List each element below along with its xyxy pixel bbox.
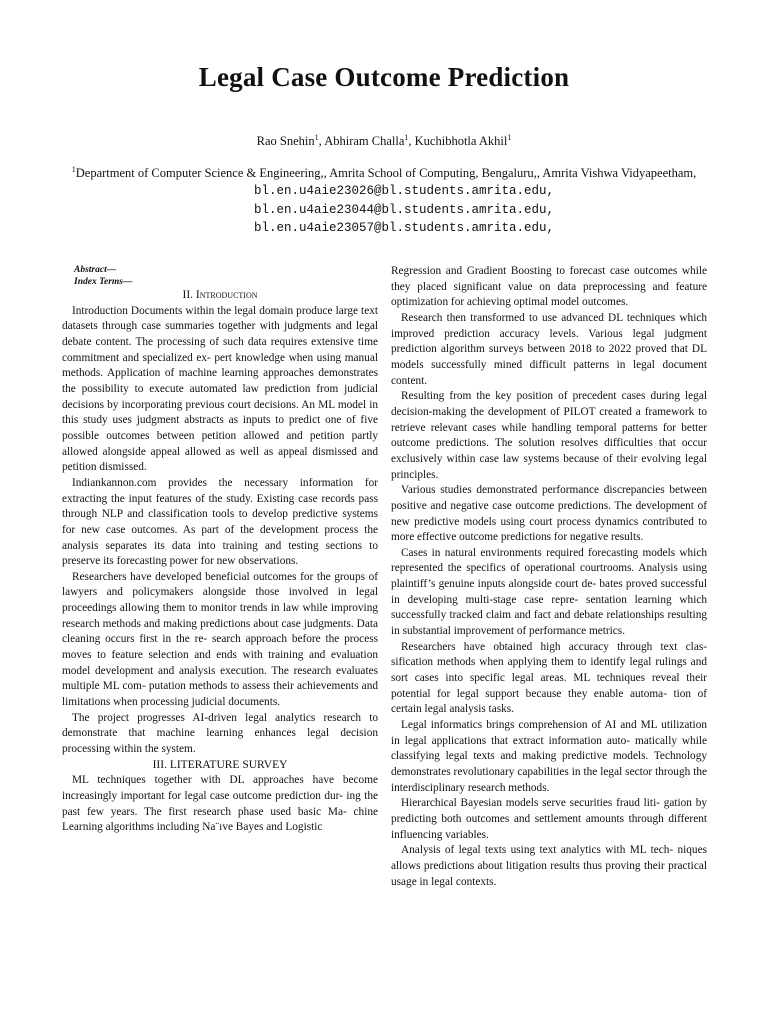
paragraph: Researchers have developed beneficial outcomes for the groups of lawyers and policymakers alongside those involved in legal proceedings allowing them to monitor trends in law while improving research methods and making predictions about case judgments. Data cleaning occurs first in the re- search approach before the process moves to feature selection and ends with training and evaluation model development and analysis execution. The research evaluates multiple ML com- putation methods to assess their achievements and limitations when processing judicial documents.	[62, 570, 378, 709]
email-address: bl.en.u4aie23026@bl.students.amrita.edu,	[253, 184, 555, 198]
left-column	[62, 264, 378, 836]
author-name: Abhiram Challa	[324, 134, 405, 148]
section-number: III.	[152, 758, 167, 771]
author-affiliation-mark: 1	[314, 133, 319, 142]
author-affiliation-mark: 1	[507, 133, 512, 142]
paragraph: Hierarchical Bayesian models serve securities fraud liti- gation by predicting both outcomes and settlement amounts through different influencing variables.	[391, 797, 707, 841]
section-title: LITERATURE SURVEY	[169, 758, 288, 771]
paragraph: Introduction Documents within the legal domain produce large text datasets through case summaries together with judgments and legal debate content. The processing of such data requires extensive time commitment and specialized ex- pert knowledge when using manual methods. Application of machine learning approaches demonstrates the possibility to execute automated law prediction from judicial decisions by incorporating previous court decisions. An ML model in this study uses judgment abstracts as inputs to predict one of five possible outcomes between petition allowed and petition partly allowed alongside appeal allowed as well as appeal dismissed and petition dismissed.	[62, 304, 378, 474]
paragraph: Researchers have obtained high accuracy through text clas- sification methods when applying them to identify legal rulings and sort cases into specific legal areas. ML techniques reveal their potential for legal support because they enable automa- tion of certain legal analysis tasks.	[391, 640, 707, 716]
affiliation-mark: 1	[71, 165, 76, 174]
author-line: Rao Snehin$^1$, Abhiram Challa$^1$, Kuchibhotla Akhil$^1$	[256, 133, 512, 148]
paragraph: The project progresses AI-driven legal analytics research to demonstrate that machine learning enhances legal decision processing within the system.	[62, 711, 378, 756]
paragraph: Cases in natural environments required forecasting models which represented the specifics of operational courtrooms. Analysis using plaintiff’s genuine inputs alongside court de- bates proved successful in developing multi-stage case repre- sentation learning which successfully tracked claim and fact and debate relationships resulting in substantial improvement of performance metrics.	[391, 546, 707, 638]
paragraph: Analysis of legal texts using text analytics with ML tech- niques allows predictions about litigation results thus proving their practical usage in legal contexts.	[391, 844, 707, 888]
email-address: bl.en.u4aie23044@bl.students.amrita.edu,	[253, 202, 555, 217]
index-terms-label: Index Terms—	[74, 277, 133, 287]
right-column	[391, 264, 707, 890]
author-affiliation-mark: 1	[404, 133, 409, 142]
paragraph: Legal informatics brings comprehension of AI and ML utilization in legal applications that extract information auto- matically while classifying legal texts and making predictive models. Technology demonstrates revolutionary capabilities in the legal sector through the interdisciplinary research methods.	[391, 719, 707, 794]
paper-title: Legal Case Outcome Prediction	[198, 62, 570, 92]
paragraph: ML techniques together with DL approaches have become increasingly important for legal case outcome prediction dur- ing the past few years. The first research phase used basic Ma- chine Learning algorithms including Na¨ıve Bayes and Logistic	[62, 774, 378, 834]
email-address: bl.en.u4aie23057@bl.students.amrita.edu,	[253, 221, 555, 235]
section-title: Introduction	[195, 289, 258, 301]
section-heading-introduction	[62, 288, 378, 304]
author-name: Rao Snehin	[256, 134, 315, 148]
email-list	[0, 182, 768, 238]
section-number: II.	[182, 289, 194, 301]
paragraph: Resulting from the key position of precedent cases during legal decision-making the development of PILOT created a framework to retrieve relevant cases while handling temporal patterns for better outcome predictions. The solution resolves difficulties that occur exclusively within case law systems because of their evolving legal principles.	[391, 390, 707, 481]
affiliation	[0, 165, 768, 181]
paragraph: Regression and Gradient Boosting to forecast case outcomes while they placed significant value on data preprocessing and feature optimization for achieving optimal model outcomes.	[391, 265, 707, 309]
author-name: Kuchibhotla Akhil	[414, 134, 508, 148]
paragraph: Various studies demonstrated performance discrepancies between positive and negative case outcome predictions. The development of new predictive models using court process dynamics contributed to more effective outcome predictions for negative results.	[391, 484, 707, 544]
abstract-label: Abstract—	[74, 265, 117, 275]
paragraph: Indiankannon.com provides the necessary information for extracting the input features of the study. Existing case records pass through NLP and classification tools to develop predictive systems for new case outcomes. As part of the development process the analysis separates its data into training and testing sections to preserve its forecasting power for new observations.	[62, 476, 378, 568]
paragraph: Research then transformed to use advanced DL techniques which improved prediction accuracy levels. Various legal judgment prediction algorithm surveys between 2018 to 2022 proved that DL models successfully mined difficult patterns in legal document content.	[391, 311, 707, 387]
section-heading-literature-survey	[62, 758, 378, 774]
affiliation-text: Department of Computer Science & Engineering,, Amrita School of Computing, Bengaluru,, Amrita Vishwa Vidyapeetham,	[75, 166, 697, 180]
